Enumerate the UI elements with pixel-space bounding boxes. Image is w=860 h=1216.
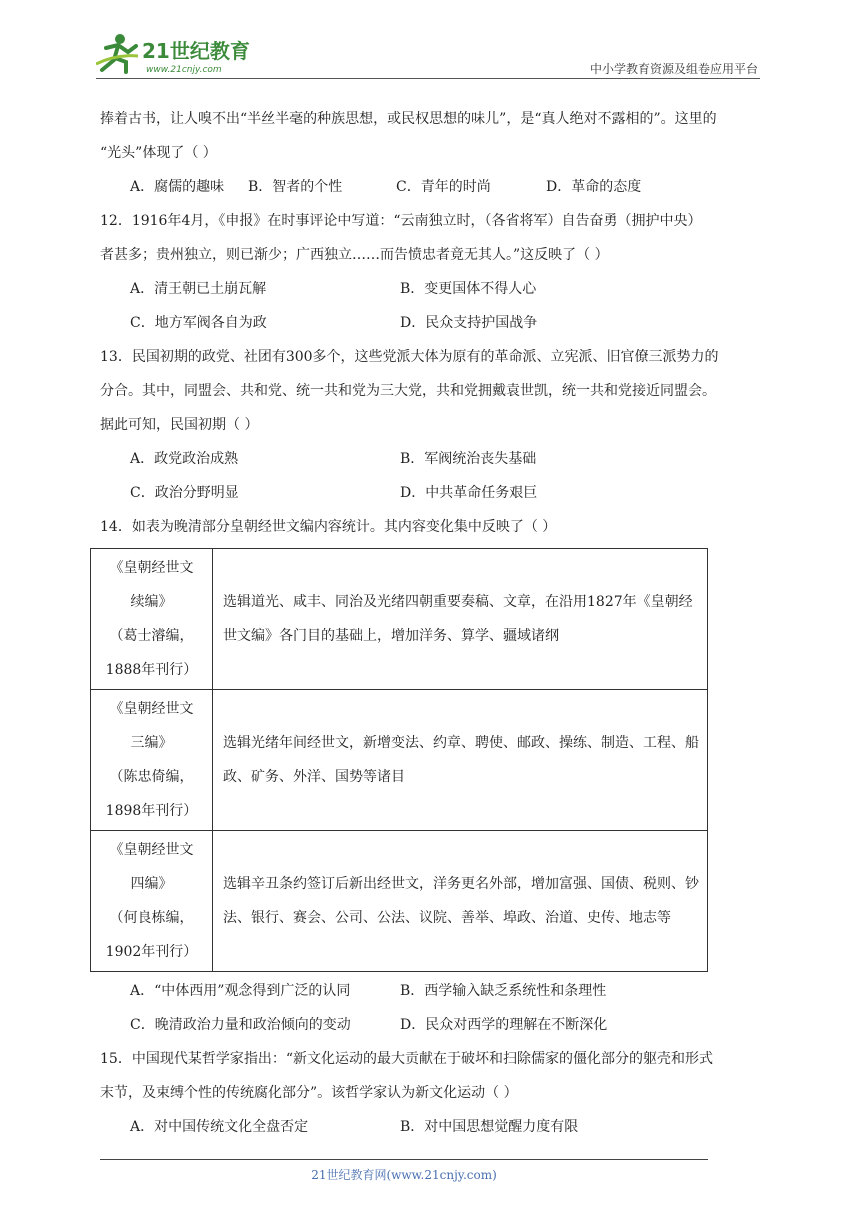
options-row (100, 306, 762, 340)
table-cell-content: 选辑道光、咸丰、同治及光绪四朝重要奏稿、文章，在沿用1827年《皇朝经世文编》各门目的基础上，增加洋务、算学、疆域诸纲 (213, 549, 708, 690)
running-man-icon (96, 34, 138, 72)
option-b[interactable]: B．军阀统治丧失基础 (400, 451, 537, 467)
platform-name: 中小学教育资源及组卷应用平台 (589, 62, 758, 76)
options-row (100, 170, 762, 204)
question-text: 15．中国现代某哲学家指出：“新文化运动的最大贡献在于破坏和扫除儒家的僵化部分的躯壳和形式 (100, 1051, 713, 1067)
option-d[interactable]: D．民众支持护国战争 (400, 315, 538, 331)
options-row (100, 442, 762, 476)
header-divider (96, 78, 760, 79)
table-row (91, 549, 708, 690)
option-a[interactable]: A．腐儒的趣味 (130, 179, 225, 195)
options-row (100, 1110, 762, 1144)
table-cell-book: 《皇朝经世文 四编》 （何良栋编， 1902年刊行） (91, 831, 213, 972)
option-a[interactable]: A．政党政治成熟 (130, 451, 239, 467)
question-text: 14．如表为晚清部分皇朝经世文编内容统计。其内容变化集中反映了（ ） (100, 519, 557, 535)
option-c[interactable]: C．青年的时尚 (396, 179, 491, 195)
option-c[interactable]: C．政治分野明显 (130, 485, 239, 501)
table-cell-content: 选辑光绪年间经世文，新增变法、约章、聘使、邮政、操练、制造、工程、船政、矿务、外洋、国势等诸目 (213, 690, 708, 831)
option-a[interactable]: A．对中国传统文化全盘否定 (130, 1119, 309, 1135)
footer-divider (100, 1159, 708, 1160)
options-row (100, 272, 762, 306)
option-c[interactable]: C．地方军阀各自为政 (130, 315, 267, 331)
question-text: 末节，及束缚个性的传统腐化部分”。该哲学家认为新文化运动（ ） (100, 1085, 518, 1101)
table-row (91, 831, 708, 972)
option-d[interactable]: D．中共革命任务艰巨 (400, 485, 538, 501)
question-text: 分合。其中，同盟会、共和党、统一共和党为三大党，共和党拥戴袁世凯，统一共和党接近同盟会。 (100, 383, 716, 399)
question-content (100, 102, 762, 1144)
svg-text:www.21cnjy.com: www.21cnjy.com (146, 65, 222, 75)
question-text: 12．1916年4月，《申报》在时事评论中写道：“云南独立时，（各省将军）自告奋勇（拥护中央） (100, 213, 702, 229)
table-cell-book: 《皇朝经世文 续编》 （葛士濬编， 1888年刊行） (91, 549, 213, 690)
options-row (100, 1008, 762, 1042)
table-cell-book: 《皇朝经世文 三编》 （陈忠倚编， 1898年刊行） (91, 690, 213, 831)
question-text: “光头”体现了（ ） (100, 145, 217, 161)
option-a[interactable]: A．清王朝已土崩瓦解 (130, 281, 267, 297)
footer-link[interactable]: 21世纪教育网(www.21cnjy.com) (311, 1168, 497, 1182)
options-row (100, 476, 762, 510)
option-b[interactable]: B．对中国思想觉醒力度有限 (400, 1119, 579, 1135)
page-header (96, 28, 760, 78)
options-row (100, 974, 762, 1008)
option-d[interactable]: D．民众对西学的理解在不断深化 (400, 1017, 608, 1033)
question-text: 捧着古书，让人嗅不出“半丝半毫的种族思想，或民权思想的味儿”，是“真人绝对不露相的”。这里的 (100, 111, 717, 127)
question-text: 者甚多；贵州独立，则已渐少；广西独立……而告愤忠者竟无其人。”这反映了（ ） (100, 247, 609, 263)
option-c[interactable]: C．晚清政治力量和政治倾向的变动 (130, 1017, 351, 1033)
statistics-table (90, 548, 708, 972)
option-d[interactable]: D．革命的态度 (546, 179, 642, 195)
question-text: 13．民国初期的政党、社团有300多个，这些党派大体为原有的革命派、立宪派、旧官僚三派势力的 (100, 349, 719, 365)
logo (96, 32, 266, 76)
option-b[interactable]: B．变更国体不得人心 (400, 281, 537, 297)
option-b[interactable]: B．西学输入缺乏系统性和条理性 (400, 983, 607, 999)
option-b[interactable]: B．智者的个性 (248, 179, 343, 195)
question-text: 据此可知，民国初期（ ） (100, 417, 259, 433)
table-row (91, 690, 708, 831)
table-cell-content: 选辑辛丑条约签订后新出经世文，洋务更名外部，增加富强、国债、税则、钞法、银行、赛会、公司、公法、议院、善举、埠政、治道、史传、地志等 (213, 831, 708, 972)
option-a[interactable]: A．“中体西用”观念得到广泛的认同 (130, 983, 351, 999)
svg-text:21世纪教育: 21世纪教育 (142, 39, 250, 63)
